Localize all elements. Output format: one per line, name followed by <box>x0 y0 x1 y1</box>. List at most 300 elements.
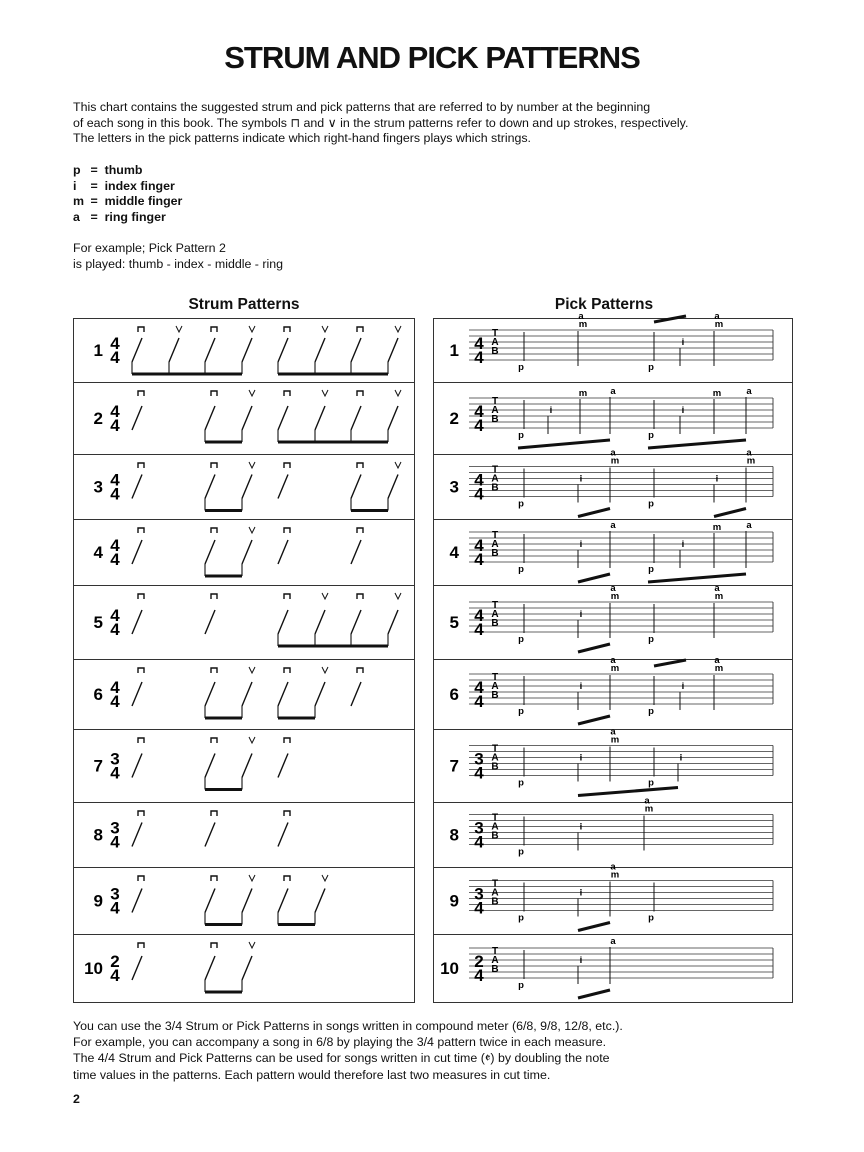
time-signature-bottom: 4 <box>474 763 484 783</box>
tab-letter: A <box>491 473 499 485</box>
tab-letter: T <box>491 530 499 541</box>
time-signature-bottom: 4 <box>474 692 484 711</box>
finger-label: p <box>518 777 524 789</box>
time-signature-bottom: 4 <box>110 348 120 367</box>
slash-note <box>132 682 142 706</box>
finger-label: p <box>648 912 654 924</box>
time-signature-top: 4 <box>110 402 120 421</box>
time-signature-top: 3 <box>110 818 120 838</box>
slash-note <box>315 610 325 634</box>
tab-letter: B <box>491 482 499 494</box>
finger-label: m <box>746 455 756 467</box>
tab-letter: A <box>491 539 499 550</box>
down-stroke-icon <box>357 668 363 673</box>
legend-row: p = thumb <box>73 163 143 177</box>
slash-note <box>132 823 142 847</box>
down-stroke-icon <box>211 943 217 948</box>
pattern-number: 2 <box>93 409 103 428</box>
finger-label: m <box>714 319 724 330</box>
down-stroke-icon <box>211 876 217 881</box>
finger-label: a <box>610 520 616 531</box>
tab-letter: T <box>491 328 499 339</box>
time-signature-bottom: 4 <box>110 484 120 504</box>
finger-label: p <box>648 564 654 575</box>
beam <box>518 440 610 448</box>
time-signature-top: 2 <box>110 952 120 971</box>
down-stroke-icon <box>211 738 217 743</box>
slash-note <box>278 338 288 362</box>
slash-note <box>132 754 142 778</box>
finger-label: p <box>518 498 524 510</box>
finger-label: m <box>644 803 654 815</box>
slash-note <box>205 540 215 564</box>
time-signature-top: 4 <box>110 606 120 625</box>
pattern-number: 6 <box>93 685 103 704</box>
up-stroke-icon <box>249 667 255 673</box>
finger-label: m <box>610 869 620 881</box>
slash-note <box>205 754 215 778</box>
up-stroke-icon <box>395 593 401 599</box>
up-stroke-icon <box>322 593 328 599</box>
slash-note <box>278 610 288 634</box>
time-signature-top: 4 <box>474 402 484 421</box>
time-signature-bottom: 4 <box>474 832 484 852</box>
finger-label: a <box>746 520 752 531</box>
beam <box>578 509 610 517</box>
down-stroke-icon <box>284 594 290 599</box>
tab-letter: B <box>491 346 499 357</box>
intro-line: The letters in the pick patterns indicate which right-hand fingers plays which strings. <box>73 131 531 146</box>
time-signature-top: 3 <box>474 884 484 904</box>
time-signature-bottom: 4 <box>474 966 484 985</box>
finger-label: a <box>610 583 616 594</box>
tab-letter: B <box>491 896 499 908</box>
up-stroke-icon <box>395 390 401 396</box>
finger-label: m <box>610 591 620 602</box>
finger-label: a <box>578 311 584 322</box>
tab-letter: A <box>491 609 499 620</box>
finger-label: p <box>648 777 654 789</box>
footer-line: The 4/4 Strum and Pick Patterns can be used for songs written in cut time (𝄵) by doubling the note <box>73 1051 610 1066</box>
time-signature-top: 4 <box>474 470 484 490</box>
finger-label: i <box>681 681 685 692</box>
down-stroke-icon <box>138 463 144 468</box>
down-stroke-icon <box>284 327 290 332</box>
slash-note <box>205 610 215 634</box>
time-signature-bottom: 4 <box>474 620 484 639</box>
finger-label: p <box>648 362 654 373</box>
down-stroke-icon <box>284 528 290 533</box>
finger-label: p <box>648 634 654 645</box>
slash-note <box>351 540 361 564</box>
pick-patterns-chart <box>433 311 794 1004</box>
pattern-number: 10 <box>440 959 459 978</box>
finger-label: a <box>610 861 616 873</box>
tab-letter: B <box>491 761 499 773</box>
up-stroke-icon <box>249 462 255 468</box>
tab-letter: A <box>491 887 499 899</box>
down-stroke-icon <box>138 943 144 948</box>
slash-note <box>242 754 252 778</box>
finger-label: a <box>746 386 752 397</box>
slash-note <box>315 338 325 362</box>
strum-patterns-chart <box>73 318 416 1004</box>
down-stroke-icon <box>138 594 144 599</box>
down-stroke-icon <box>138 391 144 396</box>
strum-patterns-heading: Strum Patterns <box>188 296 300 313</box>
tab-letter: T <box>491 812 499 824</box>
up-stroke-icon <box>322 667 328 673</box>
beam <box>578 716 610 724</box>
pattern-number: 7 <box>93 756 103 776</box>
down-stroke-icon <box>138 327 144 332</box>
legend-row: a = ring finger <box>73 209 166 224</box>
tab-letter: A <box>491 752 499 764</box>
finger-label: m <box>578 388 588 399</box>
slash-note <box>278 754 288 778</box>
up-stroke-icon <box>395 462 401 468</box>
intro-line: This chart contains the suggested strum and pick patterns that are referred to by number at the beginning <box>73 100 651 114</box>
page-number: 2 <box>73 1092 80 1106</box>
finger-legend <box>73 163 182 225</box>
time-signature-bottom: 4 <box>110 550 120 569</box>
up-stroke-icon <box>249 942 255 948</box>
down-stroke-icon <box>138 738 144 743</box>
legend-key: p <box>73 163 81 177</box>
tab-letter: T <box>491 464 499 476</box>
pattern-number: 8 <box>93 825 103 845</box>
pattern-number: 5 <box>449 613 459 632</box>
slash-note <box>351 406 361 430</box>
beam <box>578 574 610 582</box>
up-stroke-icon <box>322 390 328 396</box>
footer-line: For example, you can accompany a song in 6/8 by playing the 3/4 pattern twice in each measure. <box>73 1035 607 1050</box>
finger-label: m <box>578 319 588 330</box>
legend-row: m = middle finger <box>73 194 183 209</box>
finger-label: p <box>518 634 524 645</box>
tab-letter: A <box>491 681 499 692</box>
slash-note <box>278 889 288 913</box>
finger-label: p <box>648 430 654 441</box>
intro-paragraph <box>73 100 793 147</box>
time-signature-top: 4 <box>110 678 120 697</box>
example-line: is played: thumb - index - middle - ring <box>73 256 284 271</box>
beam <box>578 990 610 998</box>
down-stroke-icon <box>211 811 217 816</box>
time-signature-bottom: 4 <box>110 692 120 711</box>
finger-label: i <box>579 539 583 550</box>
slash-note <box>205 475 215 499</box>
down-stroke-icon <box>284 876 290 881</box>
time-signature-bottom: 4 <box>110 620 120 639</box>
tab-letter: B <box>491 618 499 629</box>
finger-label: i <box>715 473 719 485</box>
time-signature-bottom: 4 <box>474 416 484 435</box>
finger-label: i <box>579 821 583 833</box>
time-signature-top: 4 <box>110 536 120 555</box>
example-line: For example; Pick Pattern 2 <box>73 241 226 255</box>
slash-note <box>388 610 398 634</box>
down-stroke-icon <box>138 876 144 881</box>
down-stroke-icon <box>284 811 290 816</box>
finger-label: i <box>579 609 583 620</box>
finger-label: i <box>549 405 553 416</box>
finger-label: m <box>714 663 724 674</box>
pattern-number: 3 <box>449 477 459 497</box>
time-signature-top: 4 <box>110 334 120 353</box>
down-stroke-icon <box>284 463 290 468</box>
slash-note <box>351 610 361 634</box>
finger-label: m <box>712 522 722 533</box>
finger-label: a <box>714 583 720 594</box>
pattern-number: 2 <box>449 409 459 428</box>
finger-label: i <box>579 473 583 485</box>
slash-note <box>278 823 288 847</box>
tab-letter: T <box>491 396 499 407</box>
slash-note <box>242 475 252 499</box>
page-title: STRUM AND PICK PATTERNS <box>224 40 640 75</box>
up-stroke-icon <box>395 326 401 332</box>
tab-letter: B <box>491 548 499 559</box>
up-stroke-icon <box>176 326 182 332</box>
slash-note <box>315 682 325 706</box>
footer-paragraph <box>73 1018 793 1083</box>
slash-note <box>132 475 142 499</box>
pattern-number: 1 <box>93 341 103 360</box>
down-stroke-icon <box>211 668 217 673</box>
slash-note <box>242 338 252 362</box>
down-stroke-icon <box>284 668 290 673</box>
finger-label: a <box>714 655 720 666</box>
beam <box>654 660 686 666</box>
tab-letter: A <box>491 821 499 833</box>
up-stroke-icon <box>249 527 255 533</box>
slash-note <box>278 540 288 564</box>
finger-label: i <box>681 405 685 416</box>
finger-label: i <box>681 539 685 550</box>
down-stroke-icon <box>357 528 363 533</box>
down-stroke-icon <box>284 738 290 743</box>
finger-label: m <box>712 388 722 399</box>
pattern-number: 5 <box>93 613 103 632</box>
time-signature-bottom: 4 <box>110 898 120 918</box>
slash-note <box>132 956 142 980</box>
finger-label: p <box>518 846 524 858</box>
finger-label: i <box>679 752 683 764</box>
slash-note <box>388 475 398 499</box>
finger-label: i <box>579 887 583 899</box>
tab-letter: A <box>491 337 499 348</box>
time-signature-top: 4 <box>110 470 120 490</box>
pattern-number: 4 <box>449 543 459 562</box>
legend-key: m <box>73 194 85 209</box>
slash-note <box>205 956 215 980</box>
pattern-number: 4 <box>93 543 103 562</box>
slash-note <box>132 610 142 634</box>
finger-label: i <box>681 337 685 348</box>
pattern-number: 7 <box>449 756 459 776</box>
legend-value: thumb <box>104 163 143 177</box>
finger-label: p <box>518 362 524 373</box>
slash-note <box>278 406 288 430</box>
down-stroke-icon <box>138 811 144 816</box>
slash-note <box>242 682 252 706</box>
time-signature-bottom: 4 <box>110 416 120 435</box>
example-text <box>73 241 283 272</box>
time-signature-top: 3 <box>474 818 484 838</box>
strum-chart-border <box>74 319 415 1003</box>
legend-value: ring finger <box>104 209 166 224</box>
slash-note <box>242 540 252 564</box>
down-stroke-icon <box>211 391 217 396</box>
pattern-number: 8 <box>449 825 459 845</box>
footer-line: time values in the patterns. Each pattern would therefore last two measures in cut time. <box>73 1067 551 1082</box>
tab-letter: A <box>491 955 499 966</box>
beam <box>648 440 746 448</box>
finger-label: m <box>714 591 724 602</box>
slash-note <box>242 956 252 980</box>
down-stroke-icon <box>357 391 363 396</box>
down-stroke-icon <box>357 463 363 468</box>
tab-letter: T <box>491 946 499 957</box>
finger-label: p <box>518 980 524 991</box>
down-stroke-icon <box>357 327 363 332</box>
slash-note <box>205 823 215 847</box>
beam <box>578 923 610 931</box>
pick-patterns-heading: Pick Patterns <box>554 296 654 313</box>
finger-label: p <box>518 912 524 924</box>
intro-line: of each song in this book. The symbols ⊓ and ∨ in the strum patterns refer to down and up strokes, respectively. <box>73 115 689 130</box>
down-stroke-icon <box>211 327 217 332</box>
finger-label: a <box>610 726 616 738</box>
slash-note <box>278 682 288 706</box>
finger-label: m <box>610 734 620 746</box>
down-stroke-icon <box>138 668 144 673</box>
time-signature-bottom: 4 <box>474 484 484 504</box>
legend-value: middle finger <box>104 194 183 209</box>
tab-letter: A <box>491 405 499 416</box>
time-signature-top: 4 <box>474 678 484 697</box>
down-stroke-icon <box>211 528 217 533</box>
finger-label: p <box>648 706 654 717</box>
time-signature-top: 4 <box>474 536 484 555</box>
slash-note <box>388 406 398 430</box>
legend-row: i = index finger <box>73 178 175 193</box>
finger-label: p <box>648 498 654 510</box>
finger-label: m <box>610 663 620 674</box>
slash-note <box>351 338 361 362</box>
tab-letter: B <box>491 414 499 425</box>
tab-letter: T <box>491 600 499 611</box>
legend-value: index finger <box>104 178 175 193</box>
pattern-number: 10 <box>84 959 103 978</box>
down-stroke-icon <box>284 391 290 396</box>
up-stroke-icon <box>249 737 255 743</box>
slash-note <box>388 338 398 362</box>
slash-note <box>169 338 179 362</box>
time-signature-top: 3 <box>110 749 120 769</box>
slash-note <box>351 682 361 706</box>
slash-note <box>242 406 252 430</box>
slash-note <box>278 475 288 499</box>
up-stroke-icon <box>249 875 255 881</box>
finger-label: a <box>644 795 650 807</box>
finger-label: a <box>610 936 616 947</box>
slash-note <box>205 406 215 430</box>
time-signature-top: 3 <box>110 884 120 904</box>
pattern-number: 3 <box>93 477 103 497</box>
down-stroke-icon <box>357 594 363 599</box>
pattern-number: 1 <box>449 341 459 360</box>
finger-label: a <box>610 386 616 397</box>
slash-note <box>132 338 142 362</box>
finger-label: a <box>610 447 616 459</box>
finger-label: i <box>579 681 583 692</box>
slash-note <box>205 889 215 913</box>
up-stroke-icon <box>249 390 255 396</box>
pattern-number: 9 <box>93 891 103 911</box>
tab-letter: B <box>491 964 499 975</box>
slash-note <box>132 406 142 430</box>
finger-label: p <box>518 430 524 441</box>
tab-letter: B <box>491 690 499 701</box>
finger-label: a <box>610 655 616 666</box>
time-signature-bottom: 4 <box>474 348 484 367</box>
time-signature-bottom: 4 <box>110 832 120 852</box>
finger-label: p <box>518 564 524 575</box>
time-signature-bottom: 4 <box>474 550 484 569</box>
finger-label: i <box>579 752 583 764</box>
slash-note <box>315 406 325 430</box>
finger-label: m <box>610 455 620 467</box>
up-stroke-icon <box>322 875 328 881</box>
slash-note <box>242 889 252 913</box>
slash-note <box>205 338 215 362</box>
tab-letter: T <box>491 743 499 755</box>
tab-letter: B <box>491 830 499 842</box>
slash-note <box>205 682 215 706</box>
tab-letter: T <box>491 878 499 890</box>
time-signature-top: 3 <box>474 749 484 769</box>
time-signature-bottom: 4 <box>110 763 120 783</box>
finger-label: i <box>579 955 583 966</box>
beam <box>578 788 678 796</box>
beam <box>578 644 610 652</box>
finger-label: a <box>746 447 752 459</box>
slash-note <box>132 540 142 564</box>
pattern-number: 9 <box>449 891 459 911</box>
finger-label: p <box>518 706 524 717</box>
slash-note <box>132 889 142 913</box>
up-stroke-icon <box>322 326 328 332</box>
time-signature-top: 4 <box>474 334 484 353</box>
time-signature-bottom: 4 <box>474 898 484 918</box>
time-signature-top: 4 <box>474 606 484 625</box>
footer-line: You can use the 3/4 Strum or Pick Patterns in songs written in compound meter (6/8, 9/8, 12/8, etc.). <box>73 1019 623 1033</box>
slash-note <box>315 889 325 913</box>
time-signature-top: 2 <box>474 952 484 971</box>
down-stroke-icon <box>211 463 217 468</box>
finger-label: a <box>714 311 720 322</box>
tab-letter: T <box>491 672 499 683</box>
up-stroke-icon <box>249 326 255 332</box>
legend-key: a <box>73 209 80 224</box>
down-stroke-icon <box>138 528 144 533</box>
slash-note <box>351 475 361 499</box>
beam <box>648 574 746 582</box>
down-stroke-icon <box>211 594 217 599</box>
legend-key: i <box>73 178 77 193</box>
